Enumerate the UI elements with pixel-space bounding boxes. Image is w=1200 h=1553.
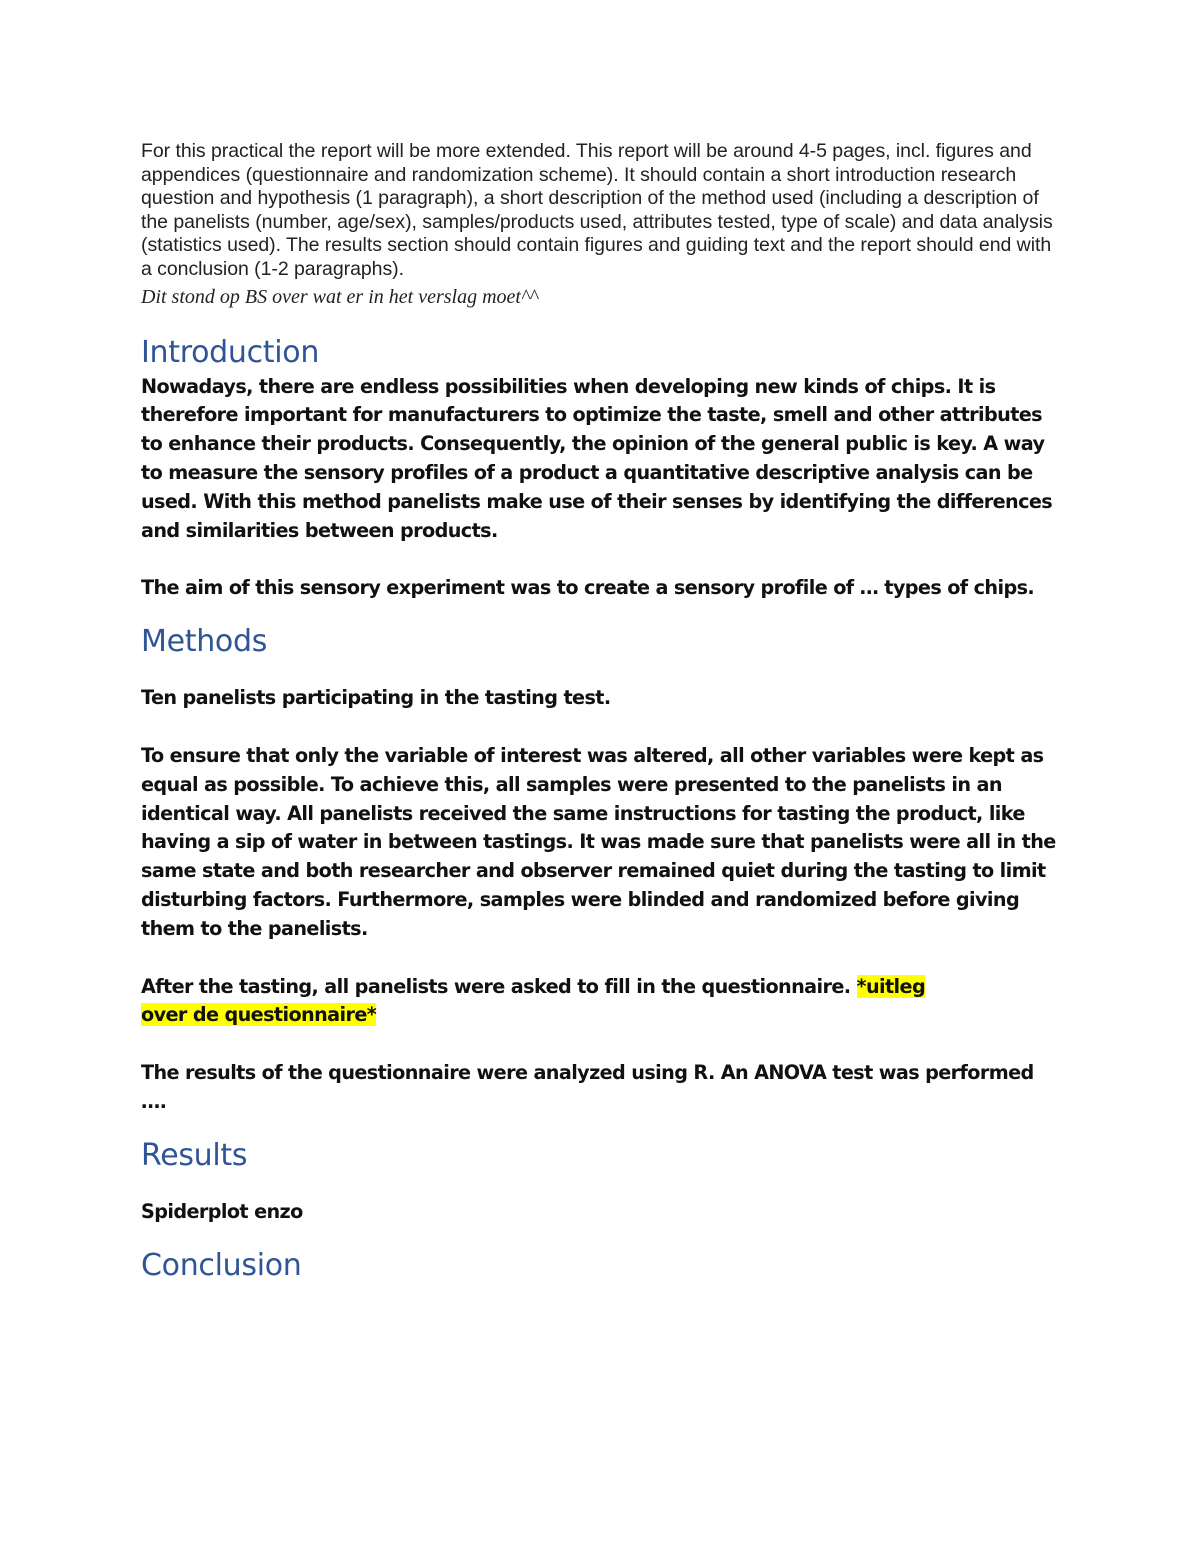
highlighted-placeholder: *uitleg over de questionnaire* [141, 974, 926, 1027]
methods-paragraph-3-text: After the tasting, all panelists were asked to fill in the questionnaire. [141, 974, 857, 998]
methods-paragraph-3 [141, 973, 961, 1031]
introduction-paragraph-1: Nowadays, there are endless possibilities when developing new kinds of chips. It is therefore important for manufacturers to optimize the taste, smell and other attributes to enhance their products. Consequently, the opinion of the general public is key. A way to measure the sensory profiles of a product a quantitative descriptive analysis can be used. With this method panelists make use of their senses by identifying the differences and similarities between products. [141, 374, 1053, 542]
document-body [141, 140, 1061, 1284]
methods-paragraph-4: The results of the questionnaire were analyzed using R. An ANOVA test was performed …. [141, 1061, 1034, 1113]
heading-methods: Methods [141, 624, 268, 660]
methods-paragraph-2: To ensure that only the variable of interest was altered, all other variables were kept as equal as possible. To achieve this, all samples were presented to the panelists in an identical way. All panelists received the same instructions for tasting the product, like having a sip of water in between tastings. It was made sure that panelists were all in the same state and both researcher and observer remained quiet during the tasting to limit disturbing factors. Furthermore, samples were blinded and randomized before giving them to the panelists. [141, 743, 1056, 940]
heading-conclusion: Conclusion [141, 1247, 302, 1283]
italic-note: Dit stond op BS over wat er in het verslag moet^^ [141, 285, 538, 308]
methods-paragraph-1: Ten panelists participating in the tasting test. [141, 686, 611, 710]
heading-introduction: Introduction [141, 334, 320, 370]
assignment-instructions: For this practical the report will be more extended. This report will be around 4-5 pages, incl. figures and appendices (questionnaire and randomization scheme). It should contain a short introduction research question and hypothesis (1 paragraph), a short description of the method used (including a description of the panelists (number, age/sex), samples/products used, attributes tested, type of scale) and data analysis (statistics used). The results section should contain figures and guiding text and the report should end with a conclusion (1-2 paragraphs). [141, 140, 1053, 280]
heading-results: Results [141, 1137, 248, 1173]
results-paragraph-1: Spiderplot enzo [141, 1199, 303, 1223]
introduction-paragraph-2: The aim of this sensory experiment was to create a sensory profile of … types of chips. [141, 576, 1035, 600]
